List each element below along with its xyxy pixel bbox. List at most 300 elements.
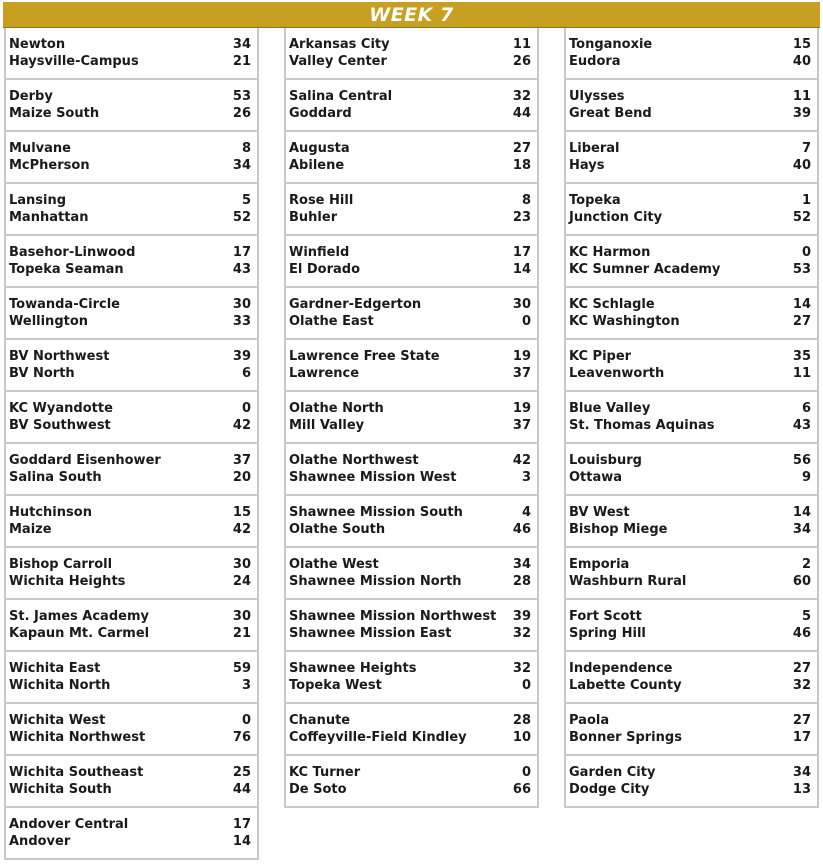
game-result xyxy=(286,236,537,288)
team-score: 15 xyxy=(792,37,811,52)
team-name: Topeka West xyxy=(289,678,382,693)
game-result xyxy=(6,600,257,652)
team-name: Salina South xyxy=(9,470,102,485)
team-score: 42 xyxy=(232,418,251,433)
team-name: Hays xyxy=(569,158,605,173)
team-row-second xyxy=(286,625,537,642)
team-row-first xyxy=(566,36,817,53)
team-score: 9 xyxy=(801,470,811,485)
team-row-first xyxy=(566,140,817,157)
game-result xyxy=(566,548,817,600)
team-name: Chanute xyxy=(289,713,351,728)
team-name: Paola xyxy=(569,713,610,728)
team-score: 15 xyxy=(232,505,251,520)
team-row-second xyxy=(6,677,257,694)
team-row-second xyxy=(286,417,537,434)
game-result xyxy=(566,184,817,236)
team-name: Hutchinson xyxy=(9,505,92,520)
team-score: 32 xyxy=(512,626,531,641)
team-score: 28 xyxy=(512,713,531,728)
team-name: Louisburg xyxy=(569,453,642,468)
team-row-first xyxy=(286,244,537,261)
team-score: 35 xyxy=(792,349,811,364)
game-result xyxy=(286,756,537,808)
team-score: 0 xyxy=(801,245,811,260)
team-score: 27 xyxy=(512,141,531,156)
team-row-second xyxy=(6,105,257,122)
game-result xyxy=(566,288,817,340)
team-name: Topeka Seaman xyxy=(9,262,124,277)
team-name: Garden City xyxy=(569,765,656,780)
team-name: Fort Scott xyxy=(569,609,642,624)
game-result xyxy=(6,444,257,496)
team-score: 3 xyxy=(241,678,251,693)
team-score: 34 xyxy=(232,37,251,52)
team-row-first xyxy=(6,764,257,781)
team-row-first xyxy=(566,712,817,729)
team-name: Olathe Northwest xyxy=(289,453,419,468)
games-column-3 xyxy=(564,28,819,808)
team-name: Wichita West xyxy=(9,713,106,728)
team-score: 34 xyxy=(792,522,811,537)
team-score: 19 xyxy=(512,401,531,416)
team-score: 0 xyxy=(521,765,531,780)
team-score: 13 xyxy=(792,782,811,797)
team-name: Independence xyxy=(569,661,673,676)
team-score: 33 xyxy=(232,314,251,329)
team-row-second xyxy=(566,365,817,382)
team-score: 43 xyxy=(792,418,811,433)
team-name: KC Schlagle xyxy=(569,297,655,312)
game-result xyxy=(6,808,257,860)
game-result xyxy=(6,132,257,184)
team-name: Andover Central xyxy=(9,817,129,832)
team-row-second xyxy=(6,521,257,538)
team-name: Dodge City xyxy=(569,782,650,797)
team-row-first xyxy=(6,348,257,365)
week-header xyxy=(3,2,820,28)
team-name: Spring Hill xyxy=(569,626,646,641)
team-name: Shawnee Mission Northwest xyxy=(289,609,497,624)
team-row-first xyxy=(6,192,257,209)
team-score: 25 xyxy=(232,765,251,780)
team-name: El Dorado xyxy=(289,262,361,277)
team-name: BV North xyxy=(9,366,75,381)
team-row-second xyxy=(286,157,537,174)
game-result xyxy=(6,28,257,80)
team-score: 26 xyxy=(512,54,531,69)
team-row-second xyxy=(566,781,817,798)
team-row-second xyxy=(566,53,817,70)
game-result xyxy=(566,80,817,132)
team-name: Rose Hill xyxy=(289,193,354,208)
team-score: 37 xyxy=(232,453,251,468)
team-name: BV Northwest xyxy=(9,349,110,364)
team-score: 46 xyxy=(792,626,811,641)
team-name: KC Piper xyxy=(569,349,632,364)
team-row-first xyxy=(566,660,817,677)
game-result xyxy=(286,652,537,704)
team-row-first xyxy=(6,296,257,313)
team-score: 2 xyxy=(801,557,811,572)
team-row-second xyxy=(286,729,537,746)
team-row-second xyxy=(566,313,817,330)
team-name: Valley Center xyxy=(289,54,387,69)
team-score: 56 xyxy=(792,453,811,468)
team-row-first xyxy=(6,244,257,261)
team-score: 21 xyxy=(232,626,251,641)
team-score: 17 xyxy=(232,245,251,260)
game-result xyxy=(6,184,257,236)
team-score: 5 xyxy=(801,609,811,624)
team-score: 7 xyxy=(801,141,811,156)
game-result xyxy=(286,288,537,340)
team-name: Derby xyxy=(9,89,53,104)
team-name: Olathe East xyxy=(289,314,374,329)
team-score: 37 xyxy=(512,366,531,381)
team-score: 11 xyxy=(792,366,811,381)
team-score: 14 xyxy=(232,834,251,849)
game-result xyxy=(566,756,817,808)
team-score: 66 xyxy=(512,782,531,797)
team-name: Blue Valley xyxy=(569,401,651,416)
team-name: Shawnee Mission West xyxy=(289,470,457,485)
team-row-second xyxy=(6,261,257,278)
team-name: St. Thomas Aquinas xyxy=(569,418,715,433)
team-row-second xyxy=(286,261,537,278)
team-row-second xyxy=(566,625,817,642)
team-score: 30 xyxy=(232,609,251,624)
game-result xyxy=(6,496,257,548)
team-name: Andover xyxy=(9,834,71,849)
team-row-second xyxy=(6,417,257,434)
game-result xyxy=(286,132,537,184)
team-row-first xyxy=(6,88,257,105)
games-column-2 xyxy=(284,28,539,808)
team-row-first xyxy=(286,556,537,573)
team-row-first xyxy=(286,296,537,313)
team-row-first xyxy=(286,88,537,105)
game-result xyxy=(566,132,817,184)
team-score: 40 xyxy=(792,158,811,173)
team-name: BV West xyxy=(569,505,630,520)
team-row-second xyxy=(6,625,257,642)
game-result xyxy=(6,288,257,340)
team-name: Goddard Eisenhower xyxy=(9,453,161,468)
team-name: Eudora xyxy=(569,54,621,69)
team-score: 14 xyxy=(792,505,811,520)
game-result xyxy=(566,340,817,392)
team-row-first xyxy=(6,36,257,53)
team-score: 60 xyxy=(792,574,811,589)
team-score: 44 xyxy=(232,782,251,797)
team-row-first xyxy=(566,88,817,105)
team-score: 0 xyxy=(521,678,531,693)
team-name: Shawnee Mission North xyxy=(289,574,462,589)
team-score: 27 xyxy=(792,661,811,676)
team-name: BV Southwest xyxy=(9,418,111,433)
team-name: Wichita Heights xyxy=(9,574,126,589)
team-name: De Soto xyxy=(289,782,347,797)
team-name: Maize South xyxy=(9,106,100,121)
team-name: Arkansas City xyxy=(289,37,390,52)
team-row-second xyxy=(6,157,257,174)
team-row-second xyxy=(6,53,257,70)
team-name: Junction City xyxy=(569,210,663,225)
game-result xyxy=(566,236,817,288)
team-row-second xyxy=(286,209,537,226)
team-row-second xyxy=(6,781,257,798)
team-score: 42 xyxy=(232,522,251,537)
team-row-first xyxy=(566,192,817,209)
team-score: 10 xyxy=(512,730,531,745)
team-row-second xyxy=(566,417,817,434)
team-name: Basehor-Linwood xyxy=(9,245,136,260)
team-score: 44 xyxy=(512,106,531,121)
game-result xyxy=(286,548,537,600)
team-score: 42 xyxy=(512,453,531,468)
team-name: Abilene xyxy=(289,158,345,173)
team-name: Tonganoxie xyxy=(569,37,653,52)
team-row-first xyxy=(566,504,817,521)
team-name: Leavenworth xyxy=(569,366,665,381)
team-row-first xyxy=(566,296,817,313)
team-name: Gardner-Edgerton xyxy=(289,297,422,312)
team-score: 34 xyxy=(232,158,251,173)
team-score: 26 xyxy=(232,106,251,121)
team-score: 21 xyxy=(232,54,251,69)
game-result xyxy=(6,756,257,808)
team-row-second xyxy=(566,573,817,590)
team-name: Towanda-Circle xyxy=(9,297,120,312)
team-row-first xyxy=(566,556,817,573)
game-result xyxy=(6,704,257,756)
team-score: 34 xyxy=(512,557,531,572)
team-score: 0 xyxy=(521,314,531,329)
team-score: 30 xyxy=(512,297,531,312)
team-score: 8 xyxy=(521,193,531,208)
team-row-first xyxy=(286,400,537,417)
team-score: 40 xyxy=(792,54,811,69)
team-score: 17 xyxy=(792,730,811,745)
team-name: St. James Academy xyxy=(9,609,149,624)
game-result xyxy=(286,80,537,132)
team-row-first xyxy=(286,712,537,729)
team-row-second xyxy=(6,469,257,486)
game-result xyxy=(566,600,817,652)
team-score: 39 xyxy=(232,349,251,364)
team-name: Mulvane xyxy=(9,141,71,156)
team-score: 52 xyxy=(792,210,811,225)
team-score: 46 xyxy=(512,522,531,537)
team-name: Winfield xyxy=(289,245,350,260)
game-result xyxy=(566,496,817,548)
team-name: Emporia xyxy=(569,557,630,572)
team-name: Mill Valley xyxy=(289,418,365,433)
team-row-first xyxy=(566,348,817,365)
team-row-first xyxy=(286,764,537,781)
team-row-second xyxy=(566,677,817,694)
team-name: Olathe North xyxy=(289,401,384,416)
team-name: Topeka xyxy=(569,193,621,208)
team-score: 27 xyxy=(792,713,811,728)
team-score: 14 xyxy=(512,262,531,277)
team-name: Maize xyxy=(9,522,52,537)
team-name: Lawrence xyxy=(289,366,360,381)
team-row-second xyxy=(286,781,537,798)
team-row-first xyxy=(566,608,817,625)
team-row-first xyxy=(6,712,257,729)
team-name: McPherson xyxy=(9,158,90,173)
team-score: 6 xyxy=(241,366,251,381)
team-score: 11 xyxy=(792,89,811,104)
team-name: Coffeyville-Field Kindley xyxy=(289,730,467,745)
team-row-first xyxy=(6,556,257,573)
game-result xyxy=(286,704,537,756)
team-score: 28 xyxy=(512,574,531,589)
team-score: 30 xyxy=(232,557,251,572)
team-row-second xyxy=(286,105,537,122)
team-row-second xyxy=(6,365,257,382)
team-row-first xyxy=(566,400,817,417)
team-row-first xyxy=(566,764,817,781)
team-row-second xyxy=(6,573,257,590)
team-name: Ulysses xyxy=(569,89,625,104)
team-score: 0 xyxy=(241,713,251,728)
team-score: 3 xyxy=(521,470,531,485)
game-result xyxy=(286,392,537,444)
team-score: 1 xyxy=(801,193,811,208)
team-name: Liberal xyxy=(569,141,620,156)
game-result xyxy=(566,28,817,80)
team-name: Labette County xyxy=(569,678,682,693)
team-name: Shawnee Heights xyxy=(289,661,417,676)
team-row-second xyxy=(286,365,537,382)
team-score: 0 xyxy=(241,401,251,416)
team-score: 37 xyxy=(512,418,531,433)
team-row-first xyxy=(566,452,817,469)
team-row-first xyxy=(286,660,537,677)
game-result xyxy=(6,80,257,132)
team-row-second xyxy=(286,469,537,486)
team-score: 24 xyxy=(232,574,251,589)
team-score: 53 xyxy=(792,262,811,277)
team-score: 23 xyxy=(512,210,531,225)
team-score: 5 xyxy=(241,193,251,208)
team-row-second xyxy=(6,833,257,850)
team-name: Wichita North xyxy=(9,678,111,693)
team-name: KC Washington xyxy=(569,314,680,329)
game-result xyxy=(566,652,817,704)
team-score: 30 xyxy=(232,297,251,312)
team-name: Augusta xyxy=(289,141,350,156)
team-score: 39 xyxy=(512,609,531,624)
team-name: Wichita South xyxy=(9,782,112,797)
team-row-first xyxy=(6,452,257,469)
game-result xyxy=(286,444,537,496)
team-row-second xyxy=(286,53,537,70)
team-score: 20 xyxy=(232,470,251,485)
game-result xyxy=(286,340,537,392)
team-row-second xyxy=(566,729,817,746)
team-row-second xyxy=(566,261,817,278)
team-name: KC Turner xyxy=(289,765,361,780)
team-score: 32 xyxy=(512,89,531,104)
team-row-first xyxy=(6,816,257,833)
team-score: 14 xyxy=(792,297,811,312)
team-score: 18 xyxy=(512,158,531,173)
team-row-first xyxy=(566,244,817,261)
team-row-second xyxy=(286,573,537,590)
team-name: Kapaun Mt. Carmel xyxy=(9,626,150,641)
team-name: Newton xyxy=(9,37,66,52)
team-row-first xyxy=(6,400,257,417)
team-name: Shawnee Mission East xyxy=(289,626,452,641)
game-result xyxy=(6,652,257,704)
team-name: Wichita Northwest xyxy=(9,730,146,745)
team-score: 19 xyxy=(512,349,531,364)
games-column-1 xyxy=(4,28,259,860)
team-score: 53 xyxy=(232,89,251,104)
team-name: Bishop Carroll xyxy=(9,557,113,572)
team-score: 32 xyxy=(792,678,811,693)
team-name: Salina Central xyxy=(289,89,393,104)
team-name: Bonner Springs xyxy=(569,730,682,745)
team-score: 43 xyxy=(232,262,251,277)
team-name: Manhattan xyxy=(9,210,89,225)
team-row-second xyxy=(566,105,817,122)
team-row-first xyxy=(286,452,537,469)
game-result xyxy=(286,600,537,652)
game-result xyxy=(6,392,257,444)
team-name: Wellington xyxy=(9,314,89,329)
team-row-first xyxy=(286,504,537,521)
team-row-second xyxy=(6,209,257,226)
team-row-second xyxy=(566,157,817,174)
team-score: 17 xyxy=(232,817,251,832)
team-row-second xyxy=(286,313,537,330)
team-row-first xyxy=(286,36,537,53)
team-score: 6 xyxy=(801,401,811,416)
team-row-second xyxy=(6,313,257,330)
team-row-first xyxy=(6,140,257,157)
team-score: 52 xyxy=(232,210,251,225)
team-name: KC Sumner Academy xyxy=(569,262,721,277)
team-score: 27 xyxy=(792,314,811,329)
team-name: Haysville-Campus xyxy=(9,54,139,69)
team-row-second xyxy=(6,729,257,746)
team-name: Lansing xyxy=(9,193,67,208)
team-name: Buhler xyxy=(289,210,338,225)
team-name: Goddard xyxy=(289,106,352,121)
team-score: 34 xyxy=(792,765,811,780)
team-row-first xyxy=(6,660,257,677)
team-score: 32 xyxy=(512,661,531,676)
team-name: KC Wyandotte xyxy=(9,401,113,416)
team-row-first xyxy=(6,608,257,625)
team-name: Ottawa xyxy=(569,470,623,485)
game-result xyxy=(286,28,537,80)
game-result xyxy=(566,392,817,444)
team-name: Olathe South xyxy=(289,522,386,537)
team-row-first xyxy=(6,504,257,521)
team-name: Olathe West xyxy=(289,557,379,572)
team-row-second xyxy=(566,469,817,486)
game-result xyxy=(286,496,537,548)
team-name: Bishop Miege xyxy=(569,522,668,537)
week-title: WEEK 7 xyxy=(369,3,454,26)
team-score: 11 xyxy=(512,37,531,52)
